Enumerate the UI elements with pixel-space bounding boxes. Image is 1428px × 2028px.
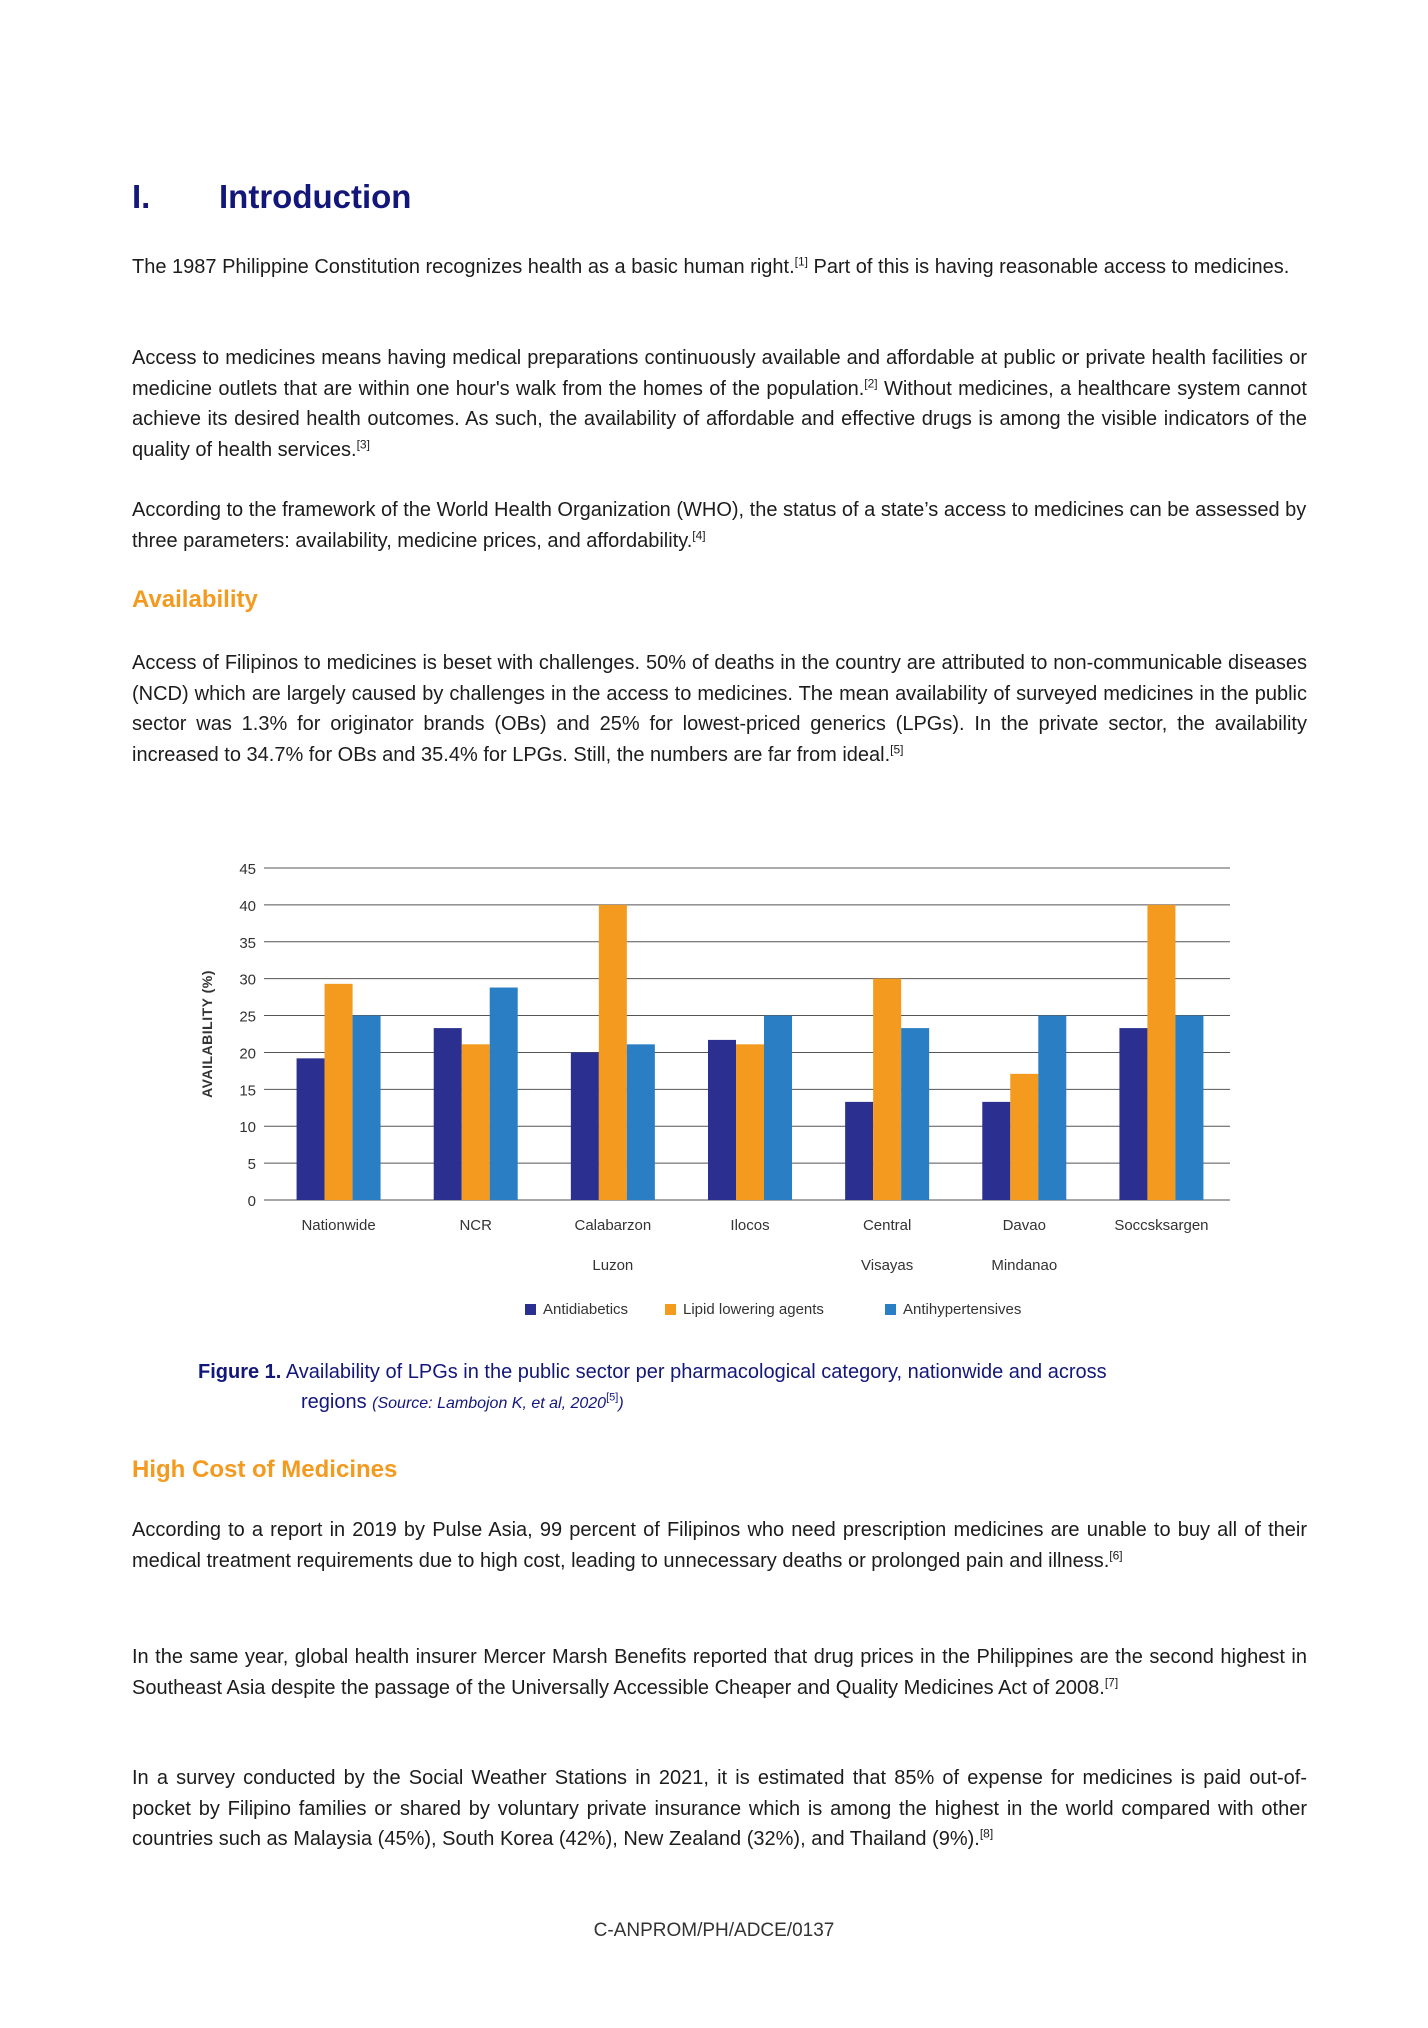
reference-mark: [7] (1104, 1674, 1119, 1689)
bar-chart-svg (190, 850, 1250, 1335)
paragraph-text: Part of this is having reasonable access to medicines. (807, 256, 1290, 278)
y-tick-label: 10 (239, 1119, 256, 1137)
paragraph-text: In the same year, global health insurer Mercer Marsh Benefits reported that drug prices in the Philippines are the second highest in Southeast Asia despite the passage of the Universally Accessible Cheaper and Quality Medicines Act of 2008. (132, 1646, 1307, 1699)
y-tick-label: 45 (239, 861, 256, 878)
y-tick-label: 35 (239, 934, 256, 952)
legend-swatch (525, 1304, 536, 1315)
bar-lipid-lowering-agents (736, 1044, 764, 1200)
paragraph-cost-2 (132, 1642, 1307, 1703)
section-number: I. (132, 178, 151, 215)
y-tick-label: 40 (239, 897, 256, 915)
x-tick-label: Ilocos (730, 1217, 770, 1234)
availability-chart (190, 850, 1250, 1335)
bar-lipid-lowering-agents (462, 1044, 490, 1200)
caption-source: Source: Lambojon K, et al, 2020 (377, 1395, 607, 1412)
region-group-label: Visayas (861, 1257, 914, 1274)
bar-antihypertensives (764, 1016, 792, 1200)
legend-label: Antihypertensives (903, 1301, 1022, 1318)
bar-lipid-lowering-agents (599, 905, 627, 1200)
bar-antidiabetics (1119, 1028, 1147, 1200)
paragraph-text: According to a report in 2019 by Pulse Asia, 99 percent of Filipinos who need prescription medicines are unable to buy all of their medical treatment requirements due to high cost, leading to unnecessary deaths or prolonged pain and illness. (132, 1519, 1307, 1572)
x-tick-label: Central (862, 1217, 912, 1234)
bar-lipid-lowering-agents (1010, 1074, 1038, 1200)
reference-mark: [3] (356, 436, 370, 451)
paragraph-text: Access to medicines means having medical preparations continuously available and affordable at public or private health facilities or medicine outlets that are within one hour's walk from the homes of the population. (132, 347, 1307, 400)
bar-antihypertensives (901, 1028, 929, 1200)
bar-antihypertensives (353, 1016, 381, 1200)
y-tick-label: 20 (239, 1045, 256, 1063)
bar-lipid-lowering-agents (873, 979, 901, 1200)
section-heading (132, 178, 1307, 216)
paragraph-intro-2 (132, 343, 1307, 465)
caption-text-line2: regions (301, 1391, 373, 1413)
y-tick-label: 30 (239, 971, 256, 989)
paragraph-text: According to the framework of the World Health Organization (WHO), the status of a state’s access to medicines can be assessed by three parameters: availability, medicine prices, and affordability. (132, 499, 1307, 552)
x-tick-label: Nationwide (301, 1217, 376, 1234)
caption-text: Availability of LPGs in the public sector per pharmacological category, nationwide and across (281, 1361, 1107, 1383)
paragraph-cost-3 (132, 1763, 1307, 1855)
bar-antihypertensives (1175, 1016, 1203, 1200)
reference-mark: [2] (864, 375, 878, 390)
bar-antidiabetics (434, 1028, 462, 1200)
section-title: Introduction (219, 178, 412, 215)
bar-antihypertensives (627, 1044, 655, 1200)
legend-swatch (885, 1304, 896, 1315)
x-tick-label: NCR (459, 1217, 492, 1234)
paragraph-text: In a survey conducted by the Social Weather Stations in 2021, it is estimated that 85% of expense for medicines is paid out-of-pocket by Filipino families or shared by voluntary private insurance which is among the highest in the world compared with other countries such as Malaysia (45%), South Korea (42%), New Zealand (32%), and Thailand (9%). (132, 1767, 1307, 1850)
paragraph-intro-3 (132, 495, 1307, 556)
bar-antidiabetics (708, 1040, 736, 1200)
x-tick-label: Soccsksargen (1114, 1217, 1209, 1234)
caption-paren: ) (618, 1395, 624, 1412)
paragraph-availability (132, 648, 1307, 770)
x-tick-label: Calabarzon (574, 1217, 652, 1234)
y-tick-label: 15 (239, 1082, 256, 1100)
region-group-label: Luzon (592, 1257, 634, 1274)
legend-label: Lipid lowering agents (683, 1301, 824, 1318)
figure-label: Figure 1. (198, 1361, 282, 1383)
y-axis-label: AVAILABILITY (%) (199, 970, 215, 1098)
region-group-label: Mindanao (991, 1257, 1058, 1274)
figure-caption (198, 1357, 1248, 1419)
page-footer-code: C-ANPROM/PH/ADCE/0137 (593, 1920, 835, 1941)
y-tick-label: 0 (247, 1193, 256, 1210)
subheading-availability: Availability (132, 586, 258, 613)
paragraph-text: Without medicines, a healthcare system cannot achieve its desired health outcomes. As such, the availability of affordable and effective drugs is among the visible indicators of the quality of health services. (132, 377, 1307, 461)
x-tick-label: Davao (1002, 1217, 1046, 1234)
bar-antidiabetics (297, 1058, 325, 1200)
paragraph-cost-1 (132, 1515, 1307, 1576)
reference-mark: [1] (794, 254, 808, 269)
legend-swatch (665, 1304, 676, 1315)
reference-mark: [8] (979, 1826, 994, 1841)
paragraph-text: Access of Filipinos to medicines is beset with challenges. 50% of deaths in the country are attributed to non-communicable diseases (NCD) which are largely caused by challenges in the access to medicines. The mean availability of surveyed medicines in the public sector was 1.3% for originator brands (OBs) and 25% for lowest-priced generics (LPGs). In the private sector, the availability increased to 34.7% for OBs and 35.4% for LPGs. Still, the numbers are far from ideal. (132, 652, 1307, 766)
legend-label: Antidiabetics (543, 1301, 629, 1318)
y-tick-label: 25 (239, 1008, 256, 1026)
reference-mark: [6] (1109, 1547, 1123, 1562)
subheading-high-cost: High Cost of Medicines (132, 1456, 398, 1483)
reference-mark: [5] (606, 1391, 619, 1404)
caption-paren: ( (372, 1395, 378, 1412)
bar-antidiabetics (982, 1102, 1010, 1200)
bar-lipid-lowering-agents (325, 984, 353, 1200)
bar-antidiabetics (845, 1102, 873, 1200)
y-tick-label: 5 (247, 1156, 256, 1174)
paragraph-intro-1 (132, 252, 1307, 283)
bar-antihypertensives (490, 988, 518, 1200)
bar-antidiabetics (571, 1052, 599, 1200)
bar-antihypertensives (1038, 1016, 1066, 1200)
paragraph-text: The 1987 Philippine Constitution recognizes health as a basic human right. (132, 256, 795, 278)
reference-mark: [4] (692, 527, 706, 542)
bar-lipid-lowering-agents (1147, 905, 1175, 1200)
reference-mark: [5] (890, 741, 904, 756)
